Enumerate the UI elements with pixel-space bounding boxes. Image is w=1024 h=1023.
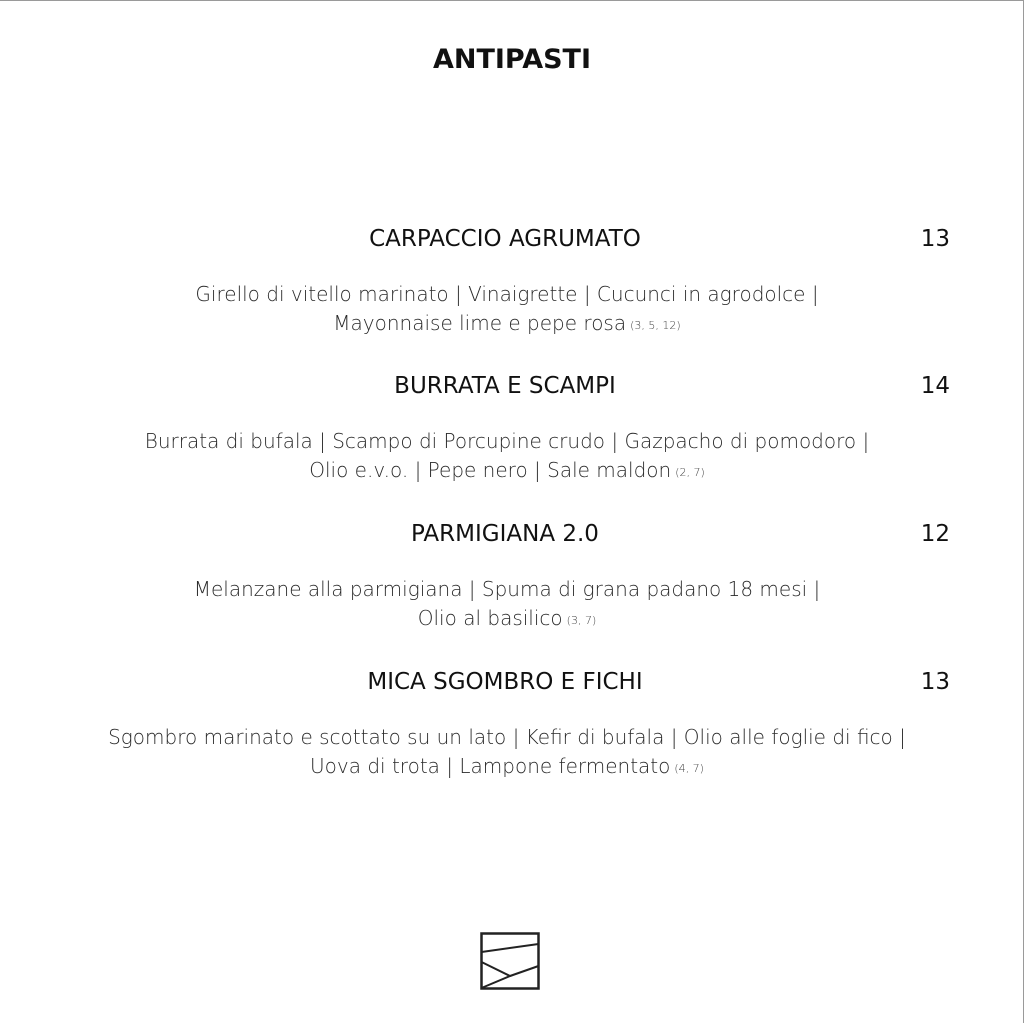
dish-description-line: Melanzane alla parmigiana | Spuma di grana padano 18 mesi | bbox=[193, 577, 821, 601]
dish-name: PARMIGIANA 2.0 bbox=[411, 521, 599, 547]
allergen-codes: (4, 7) bbox=[674, 762, 704, 775]
dish-price: 12 bbox=[920, 521, 950, 547]
dish-description-line: Sgombro marinato e scottato su un lato | Kefir di bufala | Olio alle foglie di fico | bbox=[108, 725, 906, 749]
allergen-codes: (3, 5, 12) bbox=[630, 319, 681, 332]
dish-description bbox=[0, 723, 1014, 783]
dish-description-line: Girello di vitello marinato | Vinaigrette | Cucunci in agrodolce | bbox=[195, 282, 819, 306]
dish-description-line bbox=[0, 456, 1014, 487]
dish-description-text: Olio al basilico bbox=[417, 606, 563, 630]
dish-description-line bbox=[0, 752, 1014, 783]
dish-price: 14 bbox=[920, 373, 950, 399]
dish-description bbox=[0, 575, 1014, 635]
dish-description-text: Uova di trota | Lampone fermentato bbox=[310, 754, 671, 778]
dish-name: CARPACCIO AGRUMATO bbox=[369, 226, 641, 252]
dish-name: BURRATA E SCAMPI bbox=[394, 373, 616, 399]
dish-price: 13 bbox=[920, 669, 950, 695]
dish-description-text: Mayonnaise lime e pepe rosa bbox=[333, 311, 627, 335]
dish-description bbox=[0, 280, 1014, 340]
allergen-codes: (3, 7) bbox=[566, 614, 597, 627]
dish-description-line bbox=[0, 604, 1014, 635]
dish-description-text: Olio e.v.o. | Pepe nero | Sale maldon bbox=[309, 458, 672, 482]
allergen-codes: (2, 7) bbox=[675, 466, 705, 479]
restaurant-logo-icon bbox=[480, 932, 540, 990]
dish-name: MICA SGOMBRO E FICHI bbox=[367, 669, 643, 695]
dish-description-line bbox=[0, 309, 1014, 340]
dish-description-line: Burrata di bufala | Scampo di Porcupine crudo | Gazpacho di pomodoro | bbox=[144, 429, 870, 453]
dish-description bbox=[0, 427, 1014, 487]
page-border-top bbox=[0, 0, 1024, 1]
section-title: ANTIPASTI bbox=[432, 44, 592, 75]
dish-price: 13 bbox=[920, 226, 950, 252]
